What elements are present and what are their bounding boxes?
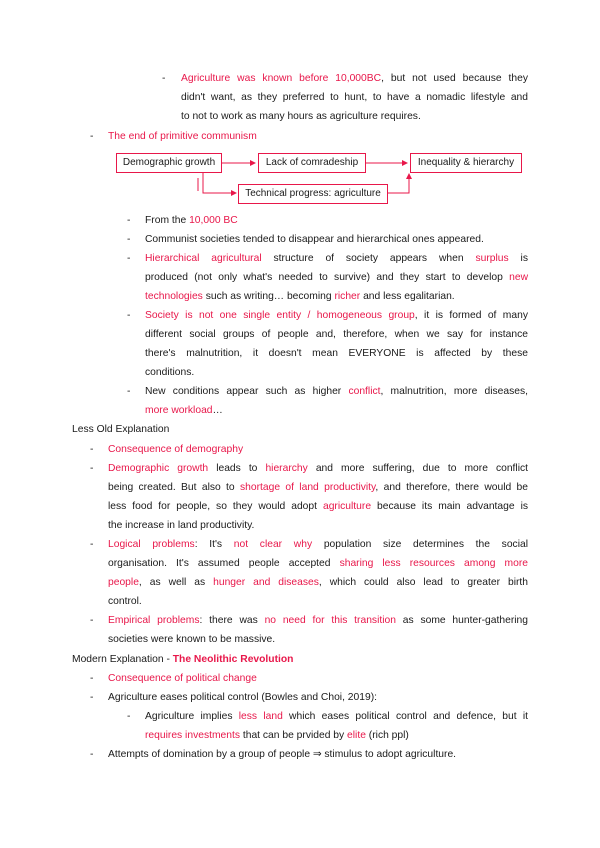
from-line: From the 10,000 BC — [145, 215, 238, 226]
demographic-line-2: being created. But also to shortage of land productivity, and therefore, there would be — [108, 482, 529, 493]
bullet: - — [90, 749, 94, 760]
eases-line: Agriculture eases political control (Bowles and Choi, 2019): — [108, 692, 378, 703]
bullet: - — [90, 673, 94, 684]
intro-line-3: to not to work as many hours as agriculture requires. — [181, 111, 421, 122]
box-inequality-hierarchy: Inequality & hierarchy — [410, 153, 522, 173]
logical-line-1: Logical problems: It's not clear why population size determines the social — [108, 539, 529, 550]
hierarchical-line-1: Hierarchical agricultural structure of society appears when surplus is — [145, 253, 528, 264]
bullet: - — [90, 615, 94, 626]
bullet: - — [127, 215, 131, 226]
end-primitive-heading: The end of primitive communism — [108, 131, 257, 142]
intro-line-1: Agriculture was known before 10,000BC, but not used because they — [181, 73, 529, 84]
bullet: - — [90, 539, 94, 550]
conditions-line-1: New conditions appear such as higher conflict, malnutrition, more diseases, — [145, 386, 528, 397]
society-line-4: conditions. — [145, 367, 195, 378]
logical-line-4: control. — [108, 596, 142, 607]
hierarchical-line-3: technologies such as writing… becoming richer and less egalitarian. — [145, 291, 455, 302]
arrow-demographic-to-technical — [203, 173, 236, 193]
implies-line-1: Agriculture implies less land which eases political control and defence, but it — [145, 711, 528, 722]
conditions-line-2: more workload… — [145, 405, 223, 416]
bullet: - — [90, 444, 94, 455]
implies-line-2: requires investments that can be prvided by elite (rich ppl) — [145, 730, 409, 741]
bullet: - — [127, 711, 131, 722]
society-line-2: different social groups of people and, therefore, when we say for instance — [145, 329, 528, 340]
arrow-technical-to-inequality — [388, 174, 409, 193]
communist-line: Communist societies tended to disappear and hierarchical ones appeared. — [145, 234, 484, 245]
modern-heading: Modern Explanation - The Neolithic Revolution — [72, 654, 294, 665]
bullet: - — [127, 386, 131, 397]
bullet: - — [127, 310, 131, 321]
bullet: - — [90, 131, 94, 142]
less-old-heading: Less Old Explanation — [72, 424, 170, 435]
logical-line-3: people, as well as hunger and diseases, which could also lead to greater birth — [108, 577, 528, 588]
demographic-line-3: less food for people, so they would adopt agriculture because its main advantage is — [108, 501, 528, 512]
box-lack-of-comradeship: Lack of comradeship — [258, 153, 366, 173]
society-line-1: Society is not one single entity / homogeneous group, it is formed of many — [145, 310, 528, 321]
intro-line-2: didn't want, as they preferred to hunt, to have a nomadic lifestyle and — [181, 92, 528, 103]
bullet: - — [162, 73, 166, 84]
society-line-3: there's malnutrition, it doesn't mean EVERYONE is affected by these — [145, 348, 528, 359]
logical-line-2: organisation. It's assumed people accepted sharing less resources among more — [108, 558, 529, 569]
attempts-line: Attempts of domination by a group of people ⇒ stimulus to adopt agriculture. — [108, 749, 457, 760]
bullet: - — [90, 463, 94, 474]
demographic-line-4: the increase in land productivity. — [108, 520, 255, 531]
empirical-line-1: Empirical problems: there was no need for this transition as some hunter-gathering — [108, 615, 528, 626]
empirical-line-2: societies were known to be massive. — [108, 634, 276, 645]
box-technical-progress: Technical progress: agriculture — [238, 184, 388, 204]
bullet: - — [90, 692, 94, 703]
bullet: - — [127, 253, 131, 264]
demographic-line-1: Demographic growth leads to hierarchy and more suffering, due to more conflict — [108, 463, 528, 474]
box-demographic-growth: Demographic growth — [116, 153, 222, 173]
consequence-demography: Consequence of demography — [108, 444, 244, 455]
hierarchical-line-2: produced (not only what's needed to survive) and they start to develop new — [145, 272, 528, 283]
bullet: - — [127, 234, 131, 245]
consequence-political: Consequence of political change — [108, 673, 257, 684]
